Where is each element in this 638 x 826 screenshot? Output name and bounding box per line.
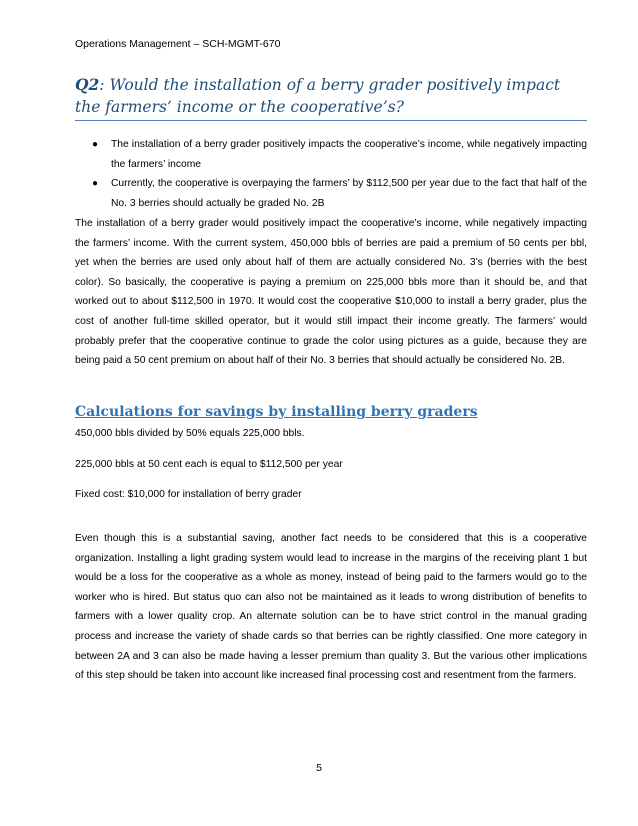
bullet-item bbox=[75, 135, 587, 174]
question-heading bbox=[75, 74, 587, 121]
question-text: : Would the installation of a berry grader positively impact the farmers’ income or the cooperative’s? bbox=[75, 76, 561, 116]
bullet-text: The installation of a berry grader positively impacts the cooperative’s income, while negatively impacting the farmers’ income bbox=[111, 139, 587, 170]
calculations-heading: Calculations for savings by installing berry graders bbox=[75, 404, 478, 420]
conclusion-paragraph: Even though this is a substantial saving, another fact needs to be considered that this is a cooperative organization. Installing a light grading system would lead to increase in the margins of the receiving plant 1 but would be a loss for the cooperative as a whole as money, instead of being paid to the farmers would go to the worker who is hired. But status quo can also not be maintained as it leads to wrong distribution of benefits to farmers with a lower quality crop. An alternate solution can be to have strict control in the manual grading process and increase the variety of shade cards so that berries can be rightly classified. One more category in between 2A and 3 can also be made having a lesser premium than quality 3. But the various other implications of this step should be taken into account like increased final processing cost and resentment from the farmers. bbox=[75, 533, 587, 682]
bullet-item bbox=[75, 174, 587, 213]
bullet-dot-icon: ● bbox=[92, 139, 99, 150]
calculation-line: Fixed cost: $10,000 for installation of berry grader bbox=[75, 489, 302, 500]
question-label: Q2 bbox=[75, 75, 100, 94]
calculation-line: 450,000 bbls divided by 50% equals 225,000 bbls. bbox=[75, 428, 305, 439]
analysis-paragraph: The installation of a berry grader would positively impact the cooperative’s income, while negatively impacting the farmers’ income. With the current system, 450,000 bbls of berries are paid a premium of 50 cents per bbl, yet when the berries are used only about half of them are actually considered No. 3’s (berries with the best color). So basically, the cooperative is paying a premium on 225,000 bbls more than it should be, and that worked out to about $112,500 in 1970. It would cost the cooperative $10,000 to install a berry grader, plus the cost of another full-time skilled operator, but it would still impact their income greatly. The farmers’ would probably prefer that the cooperative continue to grade the color using pictures as a guide, because they are being paid a 50 cent premium on about half of their No. 3 berries that should actually be considered No. 2B. bbox=[75, 218, 587, 367]
bullet-text: Currently, the cooperative is overpaying the farmers’ by $112,500 per year due to the fact that half of the No. 3 berries should actually be graded No. 2B bbox=[111, 178, 587, 209]
bullet-dot-icon: ● bbox=[92, 178, 99, 189]
calculation-line: 225,000 bbls at 50 cent each is equal to $112,500 per year bbox=[75, 459, 343, 470]
summary-bullet-list bbox=[75, 135, 587, 213]
running-header: Operations Management – SCH-MGMT-670 bbox=[75, 38, 281, 50]
page-number: 5 bbox=[316, 762, 322, 774]
